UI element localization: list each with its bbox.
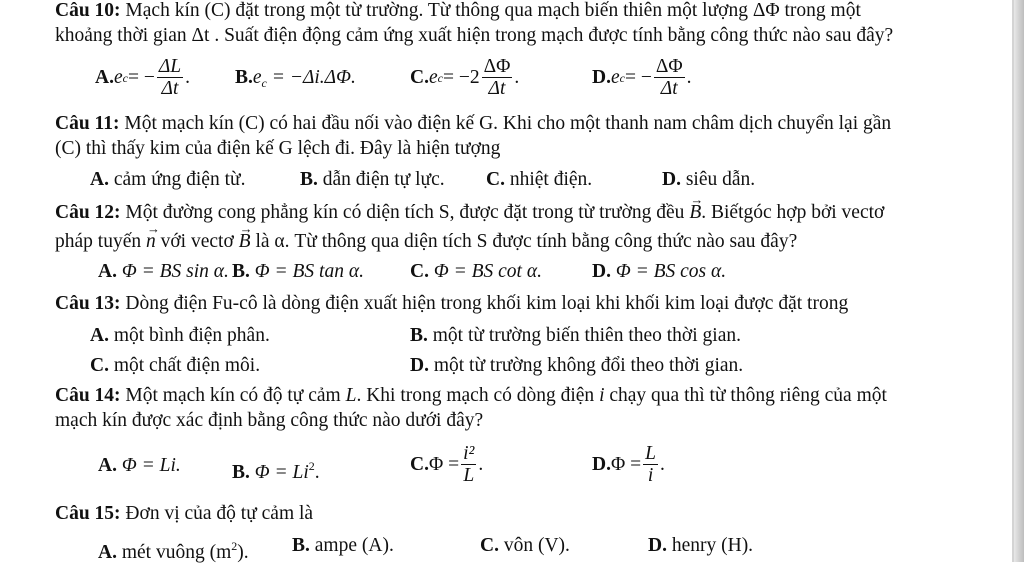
q10-option-a: A. e c = − $\frac{\Delta L}{\Delta t}$ .: [95, 56, 190, 99]
q11-line1: Câu 11: Một mạch kín (C) có hai đầu nối vào điện kế G. Khi cho một thanh nam châm dịch chuyển lại gần: [55, 113, 892, 134]
q10-option-c: C. e c = −2 $\frac{\Delta\Phi}{\Delta t}$ .: [410, 56, 520, 99]
q15-option-b: B. ampe (A).: [292, 535, 394, 556]
q14-line2: mạch kín được xác định bằng công thức nào dưới đây?: [55, 410, 484, 431]
q12-option-c: C. Φ = BS cot α.: [410, 261, 542, 282]
q10-line1: Câu 10: Mạch kín (C) đặt trong một từ trường. Từ thông qua mạch biến thiên một lượng ΔΦ trong một: [55, 0, 861, 21]
q11-option-c: C. nhiệt điện.: [486, 169, 593, 190]
q15-option-d: D. henry (H).: [648, 535, 754, 556]
vector-b-2: → B: [239, 231, 251, 253]
q11-label: Câu 11:: [55, 113, 120, 134]
q14-option-b: B. $\Phi = Li^2$.: [232, 459, 320, 483]
q12-line2: pháp tuyến → n với vectơ → B là α. Từ thông qua diện tích S được tính bằng công thức nào sau đây?: [55, 231, 797, 253]
page-edge-shadow: [1014, 0, 1024, 562]
q13-option-a: A. một bình điện phân.: [90, 325, 270, 346]
q11-line2: (C) thì thấy kim của điện kế G lệch đi. Đây là hiện tượng: [55, 138, 501, 159]
q15-option-a: A. mét vuông $(m^2)$.: [98, 539, 249, 563]
q14-line1: Câu 14: Một mạch kín có độ tự cảm L. Khi trong mạch có dòng điện i chạy qua thì từ thông riêng của một: [55, 385, 887, 406]
q13-line1: Câu 13: Dòng điện Fu-cô là dòng điện xuất hiện trong khối kim loại khi khối kim loại được đặt trong: [55, 293, 849, 314]
q14-d-fraction: $\frac{L}{i}$: [645, 443, 656, 486]
q13-label: Câu 13:: [55, 293, 121, 314]
q11-option-d: D. siêu dẫn.: [662, 169, 756, 190]
q12-label: Câu 12:: [55, 202, 121, 223]
q12-option-d: D. Φ = BS cos α.: [592, 261, 727, 282]
q11-option-a: A. cảm ứng điện từ.: [90, 169, 246, 190]
q12-line1: Câu 12: Một đường cong phẳng kín có diện tích S, được đặt trong từ trường đều → B. Biếtgóc hợp bởi vectơ: [55, 202, 884, 224]
q15-option-c: C. vôn (V).: [480, 535, 570, 556]
q15-label: Câu 15:: [55, 503, 121, 524]
q14-c-fraction: $\frac{\text{i²}}{L}$: [463, 443, 475, 486]
q10-label: Câu 10:: [55, 0, 121, 21]
q12-option-b: B. Φ = BS tan α.: [232, 261, 364, 282]
q14-option-a: A. Φ = Li.: [98, 455, 181, 476]
q11-option-b: B. dẫn điện tự lực.: [300, 169, 445, 190]
q10-line2: khoảng thời gian Δt . Suất điện động cảm ứng xuất hiện trong mạch được tính bằng công thức nào sau đây?: [55, 25, 894, 46]
page-edge-line: [1012, 0, 1014, 562]
q10-option-b: $B.e_c = -\Delta i.\Delta\Phi$.: [235, 67, 356, 90]
q13-option-d: D. một từ trường không đổi theo thời gian.: [410, 355, 744, 376]
q12-option-a: A. Φ = BS sin α.: [98, 261, 229, 282]
q10-d-fraction: $\frac{\Delta\Phi}{\Delta t}$: [655, 56, 683, 99]
vector-n: → n: [146, 231, 156, 253]
q10-c-fraction: $\frac{\Delta\Phi}{\Delta t}$: [483, 56, 511, 99]
q14-option-c: C. Φ = $\frac{\text{i²}}{L}$ .: [410, 443, 484, 486]
q10-a-fraction: $\frac{\Delta L}{\Delta t}$: [158, 56, 182, 99]
q13-option-c: C. một chất điện môi.: [90, 355, 261, 376]
q15-line1: Câu 15: Đơn vị của độ tự cảm là: [55, 503, 314, 524]
q10-option-d: D. e c = − $\frac{\Delta\Phi}{\Delta t}$ .: [592, 56, 692, 99]
vector-b: → B: [689, 202, 701, 224]
q14-option-d: D. Φ = $\frac{L}{i}$ .: [592, 443, 665, 486]
q13-option-b: B. một từ trường biến thiên theo thời gian.: [410, 325, 741, 346]
q14-label: Câu 14:: [55, 385, 121, 406]
